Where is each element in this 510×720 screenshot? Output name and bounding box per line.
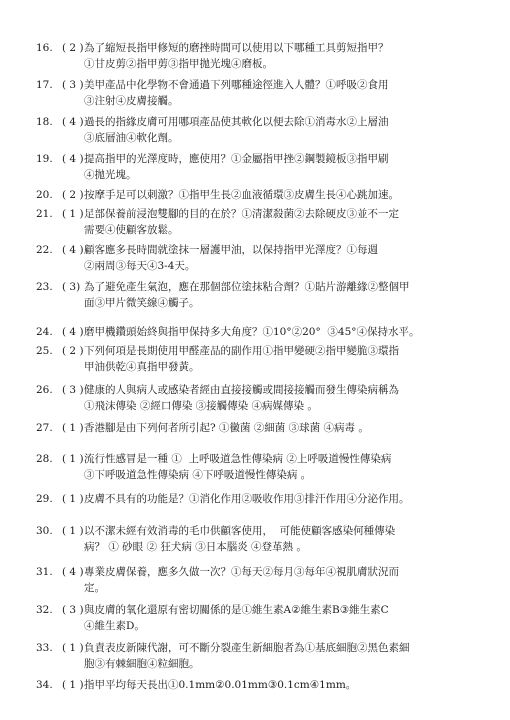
answer-key: ( 1 ) — [62, 493, 84, 505]
question-number: 22. — [36, 244, 53, 256]
answer-key: ( 1 ) — [62, 642, 84, 654]
question-text-line: ③下呼吸道急性傳染病 ④下呼吸道慢性傳染病 。 — [84, 469, 312, 481]
question-number: 16. — [36, 42, 53, 54]
question-text-line: 為了縮短長指甲修短的磨挫時間可以使用以下哪種工具剪短指甲？ — [84, 42, 389, 54]
answer-key: ( 3 ) — [62, 604, 84, 616]
question-text-line: 美甲產品中化學物不會通過下列哪種途徑進入人體？①呼吸②食用 — [84, 79, 389, 91]
question-text-line: 甲油供乾④真指甲發黃。 — [84, 361, 200, 373]
answer-key: ( 4 ) — [62, 244, 84, 256]
question-number: 30. — [36, 525, 53, 537]
answer-key: ( 3) — [62, 281, 81, 293]
question-text-line: 面③甲片微笑線④觸子。 — [84, 297, 200, 309]
answer-key: ( 4 ) — [62, 326, 84, 338]
question-text-line: 皮膚不具有的功能是？①消化作用②吸收作用③排汗作用④分泌作用。 — [84, 493, 410, 505]
question-number: 27. — [36, 422, 53, 434]
question-number: 19. — [36, 153, 53, 165]
question-number: 21. — [36, 208, 53, 220]
question-text-line: 病？ ① 砂眼 ② 狂犬病 ③日本腦炎 ④登革熱 。 — [84, 541, 307, 553]
question-number: 17. — [36, 79, 53, 91]
question-number: 31. — [36, 566, 53, 578]
answer-key: ( 4 ) — [62, 153, 84, 165]
question-number: 34. — [36, 679, 53, 691]
question-number: 25. — [36, 345, 53, 357]
question-text-line: ④維生素D。 — [84, 620, 145, 632]
question-text-line: 為了避免產生氣泡，應在那個部位塗抹粘合劑？①貼片游離緣②整個甲 — [84, 281, 410, 293]
answer-key: ( 2 ) — [62, 42, 84, 54]
question-text-line: 指甲平均每天長出①0.1mm②0.01mm③0.1cm④1mm。 — [84, 679, 357, 691]
question-text-line: ③注射④皮膚接觸。 — [84, 95, 179, 107]
question-text-line: 胞③有棘細胞④粒細胞。 — [84, 658, 200, 670]
question-text-line: 流行性感冒是一種 ① 上呼吸道急性傳染病 ②上呼吸道慢性傳染病 — [84, 453, 392, 465]
question-text-line: 過長的指緣皮膚可用哪項產品使其軟化以便去除①消毒水②上層油 — [84, 116, 389, 128]
question-text-line: ①甘皮剪②指甲剪③指甲拋光塊④磨板。 — [84, 58, 273, 70]
question-text-line: ④拋光塊。 — [84, 169, 137, 181]
answer-key: ( 1 ) — [62, 525, 84, 537]
question-number: 20. — [36, 189, 53, 201]
question-number: 23. — [36, 281, 53, 293]
question-number: 33. — [36, 642, 53, 654]
question-number: 18. — [36, 116, 53, 128]
question-text-line: 以不潔未經有效消毒的毛巾供顧客使用， 可能使顧客感染何種傳染 — [84, 525, 396, 537]
question-text-line: 香港腳是由下列何者所引起? ①黴菌 ②細菌 ③球菌 ④病毒 。 — [84, 422, 369, 434]
answer-key: ( 2 ) — [62, 189, 84, 201]
question-number: 29. — [36, 493, 53, 505]
question-text-line: 提高指甲的光澤度時，應使用？①金屬指甲挫②鋼製鏡板③指甲刷 — [84, 153, 389, 165]
question-text-line: 負責表皮新陳代謝，可不斷分裂產生新細胞者為①基底細胞②黑色素細 — [84, 642, 410, 654]
question-number: 24. — [36, 326, 53, 338]
question-text-line: 定。 — [84, 582, 105, 594]
answer-key: ( 3 ) — [62, 79, 84, 91]
question-text-line: ③底層油④軟化劑。 — [84, 132, 179, 144]
question-text-line: 磨甲機鑽頭始終與指甲保持多大角度？①10°②20° ③45°④保持水平。 — [84, 326, 420, 338]
answer-key: ( 4 ) — [62, 116, 84, 128]
question-text-line: 與皮膚的氧化還原有密切關係的是①維生素A②維生素B③維生素C — [84, 604, 389, 616]
question-text-line: 專業皮膚保養，應多久做一次？①每天②每月③每年④視肌膚狀況而 — [84, 566, 399, 578]
question-text-line: 足部保養前浸泡雙腳的目的在於？①清潔殺菌②去除硬皮③並不一定 — [84, 208, 399, 220]
question-text-line: 顧客應多長時間就塗抹一層護甲油，以保持指甲光澤度？①每週 — [84, 244, 378, 256]
answer-key: ( 1 ) — [62, 208, 84, 220]
answer-key: ( 1 ) — [62, 453, 84, 465]
answer-key: ( 1 ) — [62, 422, 84, 434]
answer-key: ( 1 ) — [62, 679, 84, 691]
question-number: 26. — [36, 384, 53, 396]
question-number: 28. — [36, 453, 53, 465]
question-text-line: 按摩手足可以刺激？①指甲生長②血液循環③皮膚生長④心跳加速。 — [84, 189, 399, 201]
answer-key: ( 2 ) — [62, 345, 84, 357]
question-text-line: 需要④使顧客放鬆。 — [84, 224, 179, 236]
question-text-line: ②兩周③每天④3-4天。 — [84, 260, 196, 272]
question-text-line: 健康的人與病人或感染者經由直接接觸或間接接觸而發生傳染病稱為 — [84, 384, 399, 396]
question-number: 32. — [36, 604, 53, 616]
question-text-line: 下列何項是長期使用甲醛產品的副作用①指甲變硬②指甲變脆③環指 — [84, 345, 399, 357]
answer-key: ( 3 ) — [62, 384, 84, 396]
question-text-line: ①飛沫傳染 ②經口傳染 ③接觸傳染 ④病媒傳染 。 — [84, 400, 318, 412]
answer-key: ( 4 ) — [62, 566, 84, 578]
